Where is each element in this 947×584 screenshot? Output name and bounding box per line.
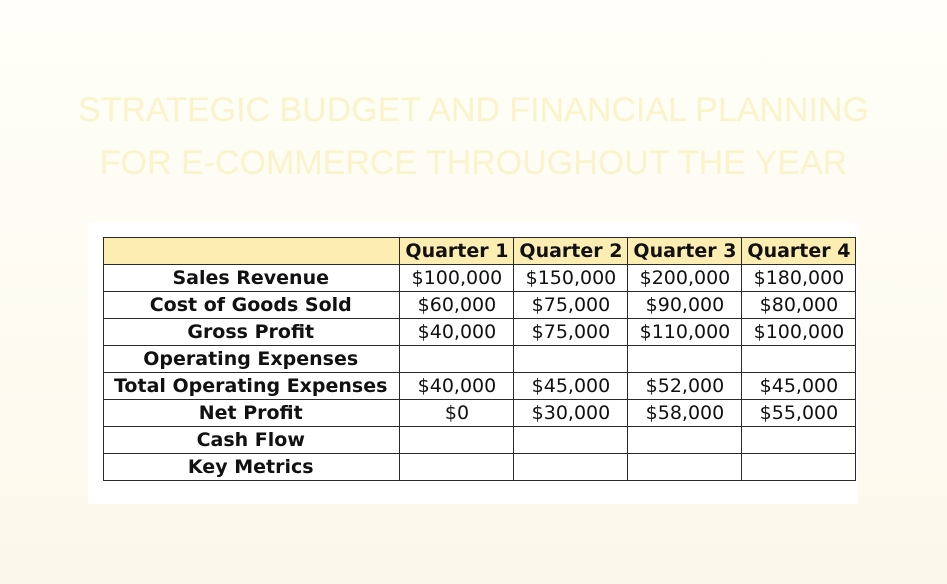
table-cell[interactable]: $80,000	[742, 292, 856, 319]
table-cell[interactable]: $60,000	[400, 292, 514, 319]
header-cell-quarter-1[interactable]: Quarter 1	[400, 238, 514, 265]
table-row	[104, 292, 856, 319]
header-row	[104, 238, 856, 265]
page-title-line-2: FOR E-COMMERCE THROUGHOUT THE YEAR	[99, 144, 848, 182]
table-row	[104, 454, 856, 481]
table-cell[interactable]	[742, 427, 856, 454]
header-cell-corner[interactable]	[104, 238, 400, 265]
table-cell[interactable]	[400, 454, 514, 481]
table-cell[interactable]: $100,000	[742, 319, 856, 346]
table-cell[interactable]: $90,000	[628, 292, 742, 319]
table-cell[interactable]	[628, 454, 742, 481]
header-cell-quarter-4[interactable]: Quarter 4	[742, 238, 856, 265]
table-cell[interactable]: $45,000	[742, 373, 856, 400]
table-row	[104, 373, 856, 400]
table-cell[interactable]	[400, 427, 514, 454]
table-cell[interactable]	[514, 427, 628, 454]
row-label-cost-of-goods-sold[interactable]: Cost of Goods Sold	[104, 292, 400, 319]
table-cell[interactable]: $55,000	[742, 400, 856, 427]
table-cell[interactable]: $0	[400, 400, 514, 427]
table-cell[interactable]: $75,000	[514, 292, 628, 319]
page-title-line-1: STRATEGIC BUDGET AND FINANCIAL PLANNING	[78, 91, 869, 129]
table-cell[interactable]: $45,000	[514, 373, 628, 400]
table-row	[104, 400, 856, 427]
row-label-operating-expenses[interactable]: Operating Expenses	[104, 346, 400, 373]
table-row	[104, 319, 856, 346]
page-title	[0, 84, 947, 190]
table-cell[interactable]: $110,000	[628, 319, 742, 346]
table-cell[interactable]: $30,000	[514, 400, 628, 427]
table-row	[104, 265, 856, 292]
header-cell-quarter-2[interactable]: Quarter 2	[514, 238, 628, 265]
table-cell[interactable]: $75,000	[514, 319, 628, 346]
table-cell[interactable]: $40,000	[400, 373, 514, 400]
table-cell[interactable]: $40,000	[400, 319, 514, 346]
table-cell[interactable]: $58,000	[628, 400, 742, 427]
table-cell[interactable]: $200,000	[628, 265, 742, 292]
table-cell[interactable]	[742, 454, 856, 481]
table-cell[interactable]	[742, 346, 856, 373]
row-label-sales-revenue[interactable]: Sales Revenue	[104, 265, 400, 292]
table-row	[104, 427, 856, 454]
table-cell[interactable]	[514, 346, 628, 373]
table-cell[interactable]: $100,000	[400, 265, 514, 292]
budget-table	[103, 237, 856, 481]
row-label-net-profit[interactable]: Net Profit	[104, 400, 400, 427]
row-label-total-operating-expenses[interactable]: Total Operating Expenses	[104, 373, 400, 400]
table-cell[interactable]	[514, 454, 628, 481]
table-cell[interactable]: $180,000	[742, 265, 856, 292]
row-label-key-metrics[interactable]: Key Metrics	[104, 454, 400, 481]
table-cell[interactable]	[628, 346, 742, 373]
row-label-cash-flow[interactable]: Cash Flow	[104, 427, 400, 454]
table-cell[interactable]: $150,000	[514, 265, 628, 292]
row-label-gross-profit[interactable]: Gross Profit	[104, 319, 400, 346]
table-cell[interactable]	[628, 427, 742, 454]
table-cell[interactable]: $52,000	[628, 373, 742, 400]
table-cell[interactable]	[400, 346, 514, 373]
table-row	[104, 346, 856, 373]
header-cell-quarter-3[interactable]: Quarter 3	[628, 238, 742, 265]
